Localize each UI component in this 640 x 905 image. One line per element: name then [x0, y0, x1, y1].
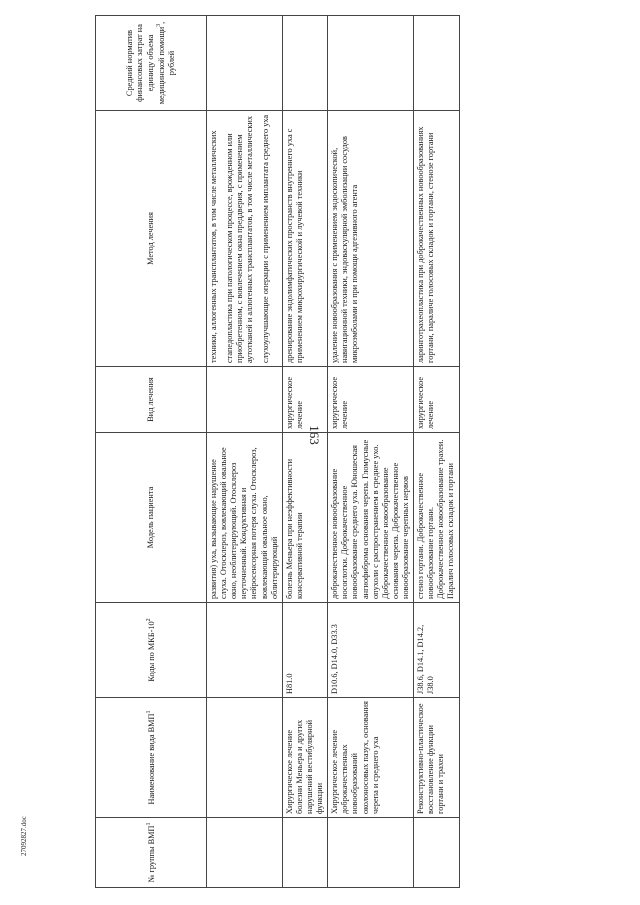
cell-kind: хирургическое лечение — [282, 367, 327, 433]
cell-name: Реконструктивно-пластическое восстановление функции гортани и трахеи — [414, 698, 459, 818]
header-icd: Коды по МКБ-$10^2$ — [96, 603, 207, 698]
method-item: ларинготрахеопластика при доброкачественных новообразованиях гортани, параличе голосовых складок и гортани, стенозе гортани — [416, 126, 436, 363]
table-row — [328, 16, 414, 888]
cell-icd: H81.0 — [282, 603, 327, 698]
header-name: Наименование вида ВМП$^1$ — [96, 698, 207, 818]
cell-icd — [207, 603, 283, 698]
header-cost: Средний норматив финансовых затрат на единицу объема медицинской помощи$^3$, рублей — [96, 16, 207, 111]
cell-method — [207, 111, 283, 367]
header-model: Модель пациента — [96, 433, 207, 603]
vmp-table — [95, 15, 460, 888]
cell-group — [207, 818, 283, 888]
cell-name: Хирургическое лечение болезни Меньера и других нарушений вестибулярной функции — [282, 698, 327, 818]
method-item: удаление новообразования с применением эндоскопической, навигационной техники, эндоваскулярной эмболизации сосудов микроэмболами и при помощи адгезивного агента — [330, 136, 360, 363]
cell-model: болезнь Меньера при неэффективности консервативной терапии — [282, 433, 327, 603]
page-number: 163 — [306, 425, 322, 445]
method-item: стапедопластика при патологическом процессе, врожденном или приобретенном, с вовлечением окна преддверия, с применением аутотканей и аллогенных трансплантатов, в том числе металлических — [225, 116, 255, 363]
cell-method — [328, 111, 414, 367]
table-row — [207, 16, 283, 888]
table-row — [282, 16, 327, 888]
cell-name: Хирургическое лечение доброкачественных новообразований околоносовых пазух, основания черепа и среднего уха — [328, 698, 414, 818]
method-item: техники, аллогенных трансплантатов, в том числе металлических — [209, 130, 218, 363]
footer-filename: 27092827.doc — [20, 816, 28, 856]
cell-model: стеноз гортани. Доброкачественное новообразование гортани. Доброкачественное новообразование трахеи. Паралич голосовых складок и гортани — [414, 433, 459, 603]
header-group-no: № группы ВМП$^1$ — [96, 818, 207, 888]
cell-cost — [207, 16, 283, 111]
cell-group — [414, 818, 459, 888]
cell-method — [414, 111, 459, 367]
cell-model: развития) уха, вызывающие нарушение слуха. Отосклероз, вовлекающий овальное окно, необлитерирующий. Отосклероз неуточненный. Кондуктивная и нейросенсорная потеря слуха. Отосклероз, вовлекающий овальное окно, облитерирующий — [207, 433, 283, 603]
cell-cost — [282, 16, 327, 111]
cell-model: доброкачественное новообразование носоглотки. Доброкачественное новообразование среднего уха. Юношеская ангиофиброма основания черепа. Гломусные опухоли с распространением в среднее ухо. Доброкачественное новообразование основания черепа. Доброкачественное новообразование черепных нервов — [328, 433, 414, 603]
method-item: слухоулучшающие операции с применением имплантата среднего уха — [261, 114, 271, 363]
cell-method — [282, 111, 327, 367]
table-header-row — [96, 16, 207, 888]
cell-name — [207, 698, 283, 818]
cell-cost — [328, 16, 414, 111]
cell-kind — [207, 367, 283, 433]
header-method: Метод лечения — [96, 111, 207, 367]
cell-kind: хирургическое лечение — [414, 367, 459, 433]
table-row — [414, 16, 459, 888]
header-kind: Вид лечения — [96, 367, 207, 433]
cell-group — [282, 818, 327, 888]
cell-icd: D10.6, D14.0, D33.3 — [328, 603, 414, 698]
vmp-table-sheet — [95, 16, 639, 888]
cell-cost — [414, 16, 459, 111]
method-item: дренирование эндолимфатических пространств внутреннего уха с применением микрохирургической и лучевой техники — [284, 128, 304, 363]
cell-icd: J38.6, D14.1, D14.2, J38.0 — [414, 603, 459, 698]
cell-kind: хирургическое лечение — [328, 367, 414, 433]
cell-group — [328, 818, 414, 888]
